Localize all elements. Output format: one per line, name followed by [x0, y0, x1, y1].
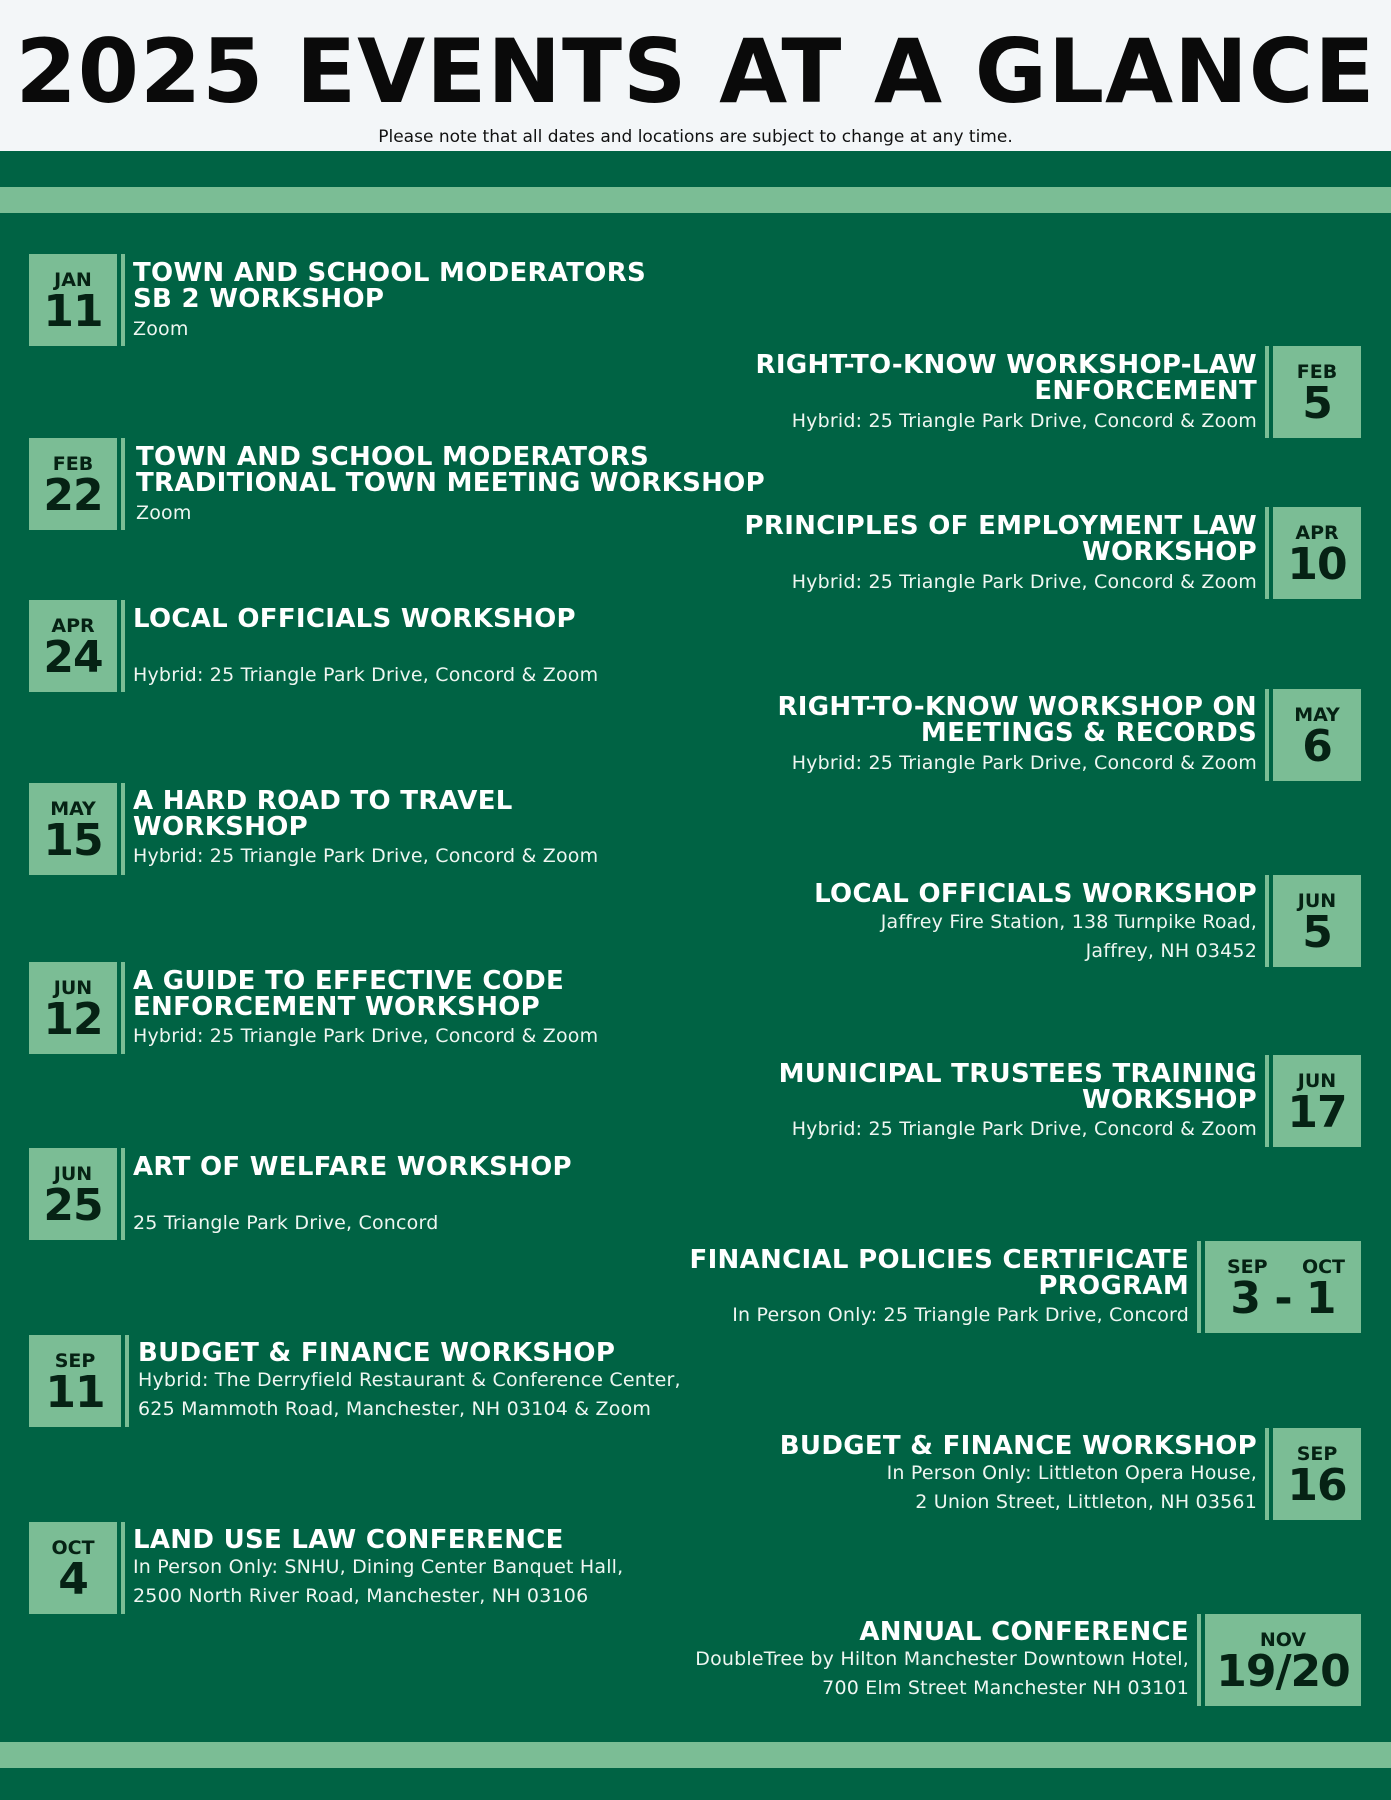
- date-month: MAY: [50, 798, 96, 820]
- event-title: BUDGET & FINANCE WORKSHOP: [138, 1338, 616, 1368]
- event-title: MUNICIPAL TRUSTEES TRAINING WORKSHOP: [778, 1059, 1257, 1115]
- date-badge: [29, 1335, 121, 1427]
- event-location: In Person Only: 25 Triangle Park Drive, Concord: [732, 1304, 1189, 1326]
- date-month: JUN: [1297, 890, 1337, 912]
- event-location: Jaffrey Fire Station, 138 Turnpike Road, Jaffrey, NH 03452: [880, 911, 1257, 962]
- date-badge: [29, 1522, 117, 1614]
- divider: [121, 438, 125, 530]
- event-location: In Person Only: Littleton Opera House, 2 Union Street, Littleton, NH 03561: [886, 1462, 1257, 1513]
- divider: [1265, 1055, 1269, 1147]
- date-day: 24: [43, 632, 103, 683]
- event-item: [29, 600, 729, 692]
- event-location: Hybrid: 25 Triangle Park Drive, Concord & Zoom: [133, 664, 599, 686]
- event-location: Zoom: [136, 502, 192, 524]
- top-stripe: [0, 187, 1391, 213]
- date-month: JUN: [1297, 1070, 1337, 1092]
- date-badge: [29, 1148, 117, 1240]
- date-month: SEP: [1296, 1443, 1338, 1465]
- event-title: PRINCIPLES OF EMPLOYMENT LAW WORKSHOP: [744, 511, 1257, 567]
- event-title: LOCAL OFFICIALS WORKSHOP: [814, 879, 1257, 909]
- divider: [1197, 1614, 1201, 1706]
- date-day: 5: [1302, 378, 1332, 429]
- divider: [121, 1522, 125, 1614]
- event-location: Hybrid: 25 Triangle Park Drive, Concord & Zoom: [791, 571, 1257, 593]
- divider: [1265, 875, 1269, 967]
- event-item: [661, 1428, 1361, 1520]
- event-title: RIGHT-TO-KNOW WORKSHOP ON MEETINGS & RECORDS: [777, 692, 1257, 748]
- divider: [121, 254, 125, 346]
- date-badge: [29, 438, 117, 530]
- event-location: Hybrid: 25 Triangle Park Drive, Concord & Zoom: [791, 1118, 1257, 1140]
- event-item: [661, 689, 1361, 781]
- event-title: BUDGET & FINANCE WORKSHOP: [779, 1431, 1257, 1461]
- event-title: TOWN AND SCHOOL MODERATORS SB 2 WORKSHOP: [133, 258, 647, 314]
- event-location: 25 Triangle Park Drive, Concord: [133, 1212, 439, 1234]
- divider: [1265, 346, 1269, 438]
- date-month: APR: [1295, 522, 1339, 544]
- date-day: 11: [43, 286, 103, 337]
- event-title: A GUIDE TO EFFECTIVE CODE ENFORCEMENT WORKSHOP: [133, 966, 565, 1022]
- date-month: JUN: [53, 1163, 93, 1185]
- event-item: [29, 962, 729, 1054]
- date-day: 10: [1287, 539, 1347, 590]
- date-day: 3 - 1: [1230, 1273, 1336, 1324]
- event-title: A HARD ROAD TO TRAVEL WORKSHOP: [133, 786, 513, 842]
- date-badge: [29, 600, 117, 692]
- date-month: NOV: [1259, 1629, 1307, 1651]
- divider: [1197, 1241, 1201, 1333]
- date-month-start: SEP: [1227, 1256, 1268, 1278]
- date-month-end: OCT: [1301, 1256, 1345, 1278]
- event-title: ART OF WELFARE WORKSHOP: [133, 1152, 572, 1182]
- event-location: In Person Only: SNHU, Dining Center Banquet Hall, 2500 North River Road, Manchester, NH 03106: [133, 1556, 624, 1607]
- event-title: ANNUAL CONFERENCE: [859, 1617, 1189, 1647]
- event-item: [29, 1335, 789, 1427]
- event-location: Hybrid: 25 Triangle Park Drive, Concord & Zoom: [791, 752, 1257, 774]
- date-day: 11: [45, 1367, 105, 1418]
- date-day: 16: [1287, 1460, 1347, 1511]
- event-item: [29, 783, 729, 875]
- date-badge: [1273, 346, 1361, 438]
- date-badge: [1273, 875, 1361, 967]
- date-badge: [1205, 1614, 1361, 1706]
- event-item: [621, 1614, 1361, 1706]
- divider: [121, 1148, 125, 1240]
- date-day: 25: [43, 1180, 103, 1231]
- date-month: FEB: [1296, 361, 1338, 383]
- date-day: 6: [1302, 721, 1332, 772]
- date-badge: [29, 783, 117, 875]
- divider: [121, 600, 125, 692]
- event-title: LAND USE LAW CONFERENCE: [133, 1525, 564, 1555]
- event-location: Zoom: [133, 318, 189, 340]
- divider: [121, 783, 125, 875]
- date-day: 19/20: [1216, 1646, 1350, 1697]
- date-badge: [29, 254, 117, 346]
- divider: [1265, 507, 1269, 599]
- date-month: APR: [51, 615, 95, 637]
- disclaimer-note: Please note that all dates and locations are subject to change at any time.: [378, 127, 1013, 147]
- event-item: [661, 507, 1361, 599]
- event-item: [621, 1241, 1361, 1333]
- event-title: LOCAL OFFICIALS WORKSHOP: [133, 604, 576, 634]
- event-item: [661, 1055, 1361, 1147]
- event-location: Hybrid: 25 Triangle Park Drive, Concord & Zoom: [133, 845, 599, 867]
- date-month: SEP: [54, 1350, 96, 1372]
- bottom-stripe: [0, 1742, 1391, 1768]
- divider: [1265, 689, 1269, 781]
- event-location: Hybrid: 25 Triangle Park Drive, Concord & Zoom: [791, 410, 1257, 432]
- event-item: [29, 1522, 729, 1614]
- date-day: 22: [43, 470, 103, 521]
- date-day: 12: [43, 994, 103, 1045]
- date-badge: [1273, 689, 1361, 781]
- event-title: RIGHT-TO-KNOW WORKSHOP-LAW ENFORCEMENT: [755, 350, 1257, 406]
- divider: [121, 962, 125, 1054]
- header: [0, 0, 1391, 151]
- date-day: 5: [1302, 907, 1332, 958]
- date-badge: [29, 962, 117, 1054]
- divider: [1265, 1428, 1269, 1520]
- date-badge: [1273, 1428, 1361, 1520]
- date-month: JUN: [53, 977, 93, 999]
- divider: [125, 1335, 129, 1427]
- event-location: DoubleTree by Hilton Manchester Downtown Hotel, 700 Elm Street Manchester NH 03101: [695, 1648, 1189, 1699]
- date-badge: [1273, 1055, 1361, 1147]
- event-item: [29, 254, 729, 346]
- event-title: TOWN AND SCHOOL MODERATORS TRADITIONAL TOWN MEETING WORKSHOP: [136, 442, 765, 498]
- event-location: Hybrid: 25 Triangle Park Drive, Concord & Zoom: [133, 1025, 599, 1047]
- event-item: [29, 1148, 729, 1240]
- date-month: MAY: [1294, 704, 1340, 726]
- date-month: JAN: [54, 269, 92, 291]
- event-location: Hybrid: The Derryfield Restaurant & Conference Center, 625 Mammoth Road, Manchester, NH 03104 & Zoom: [138, 1369, 681, 1420]
- date-day: 4: [58, 1554, 88, 1605]
- date-badge: [1205, 1241, 1361, 1333]
- page-title: 2025 EVENTS AT A GLANCE: [15, 20, 1376, 123]
- date-month: FEB: [52, 453, 94, 475]
- event-item: [661, 875, 1361, 967]
- date-month: OCT: [51, 1537, 95, 1559]
- date-day: 15: [43, 815, 103, 866]
- event-item: [661, 346, 1361, 438]
- date-day: 17: [1287, 1087, 1347, 1138]
- event-title: FINANCIAL POLICIES CERTIFICATE PROGRAM: [689, 1245, 1189, 1301]
- date-badge: [1273, 507, 1361, 599]
